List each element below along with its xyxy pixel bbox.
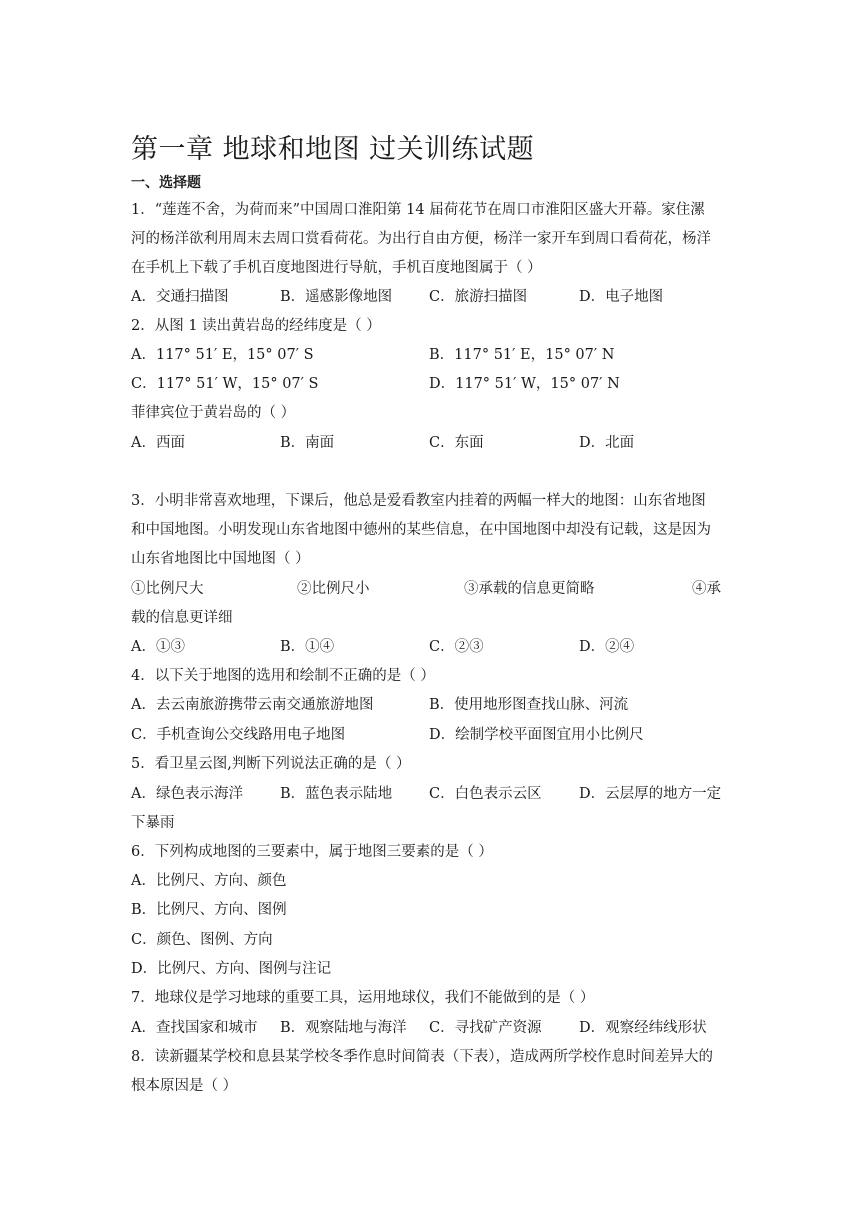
question-2-options-row-1 [131, 344, 731, 366]
option-c[interactable]: C．白色表示云区 [429, 786, 542, 802]
option-b[interactable]: B．117° 51′ E，15° 07′ N [429, 347, 615, 363]
option-a[interactable]: A．查找国家和城市 [131, 1020, 258, 1036]
option-b[interactable]: B．使用地形图查找山脉、河流 [429, 697, 629, 713]
option-c[interactable]: C．东面 [429, 435, 484, 451]
question-1-line-1: 1．“莲莲不舍，为荷而来”中国周口淮阳第 14 届荷花节在周口市淮阳区盛大开幕。家住漯 [131, 202, 705, 218]
question-8-line-2: 根本原因是（ ） [131, 1078, 238, 1094]
question-3-line-3: 山东省地图比中国地图（ ） [131, 551, 310, 567]
option-a[interactable]: A．①③ [131, 639, 185, 655]
choice-4: ④承 [692, 581, 721, 597]
option-c[interactable]: C．②③ [429, 639, 484, 655]
question-5-options [131, 783, 731, 805]
question-1-line-3: 在手机上下载了手机百度地图进行导航，手机百度地图属于（ ） [131, 260, 542, 276]
question-7-options [131, 1017, 731, 1039]
option-c[interactable]: C．手机查询公交线路用电子地图 [131, 727, 346, 743]
question-2-sub-options [131, 432, 731, 454]
option-a[interactable]: A．去云南旅游携带云南交通旅游地图 [131, 697, 374, 713]
question-3-options [131, 636, 731, 658]
question-2-options-row-2 [131, 373, 731, 395]
question-2-stem: 2．从图 1 读出黄岩岛的经纬度是（ ） [131, 318, 381, 334]
choice-1: ①比例尺大 [131, 581, 204, 597]
question-4-stem: 4．以下关于地图的选用和绘制不正确的是（ ） [131, 668, 435, 684]
question-5-stem: 5．看卫星云图,判断下列说法正确的是（ ） [131, 756, 411, 772]
option-d[interactable]: D．云层厚的地方一定 [579, 786, 722, 802]
option-a[interactable]: A．比例尺、方向、颜色 [131, 873, 287, 889]
choice-2: ②比例尺小 [297, 581, 370, 597]
option-c[interactable]: C．寻找矿产资源 [429, 1020, 542, 1036]
question-1-line-2: 河的杨洋欲利用周末去周口赏看荷花。为出行自由方便，杨洋一家开车到周口看荷花，杨洋 [131, 231, 711, 247]
question-3-choices-cont: 载的信息更详细 [131, 610, 233, 626]
option-c[interactable]: C．颜色、图例、方向 [131, 932, 273, 948]
option-d[interactable]: D．电子地图 [579, 289, 664, 305]
option-d[interactable]: D．北面 [579, 435, 635, 451]
option-b[interactable]: B．蓝色表示陆地 [280, 786, 393, 802]
option-a[interactable]: A．交通扫描图 [131, 289, 229, 305]
question-7-stem: 7．地球仪是学习地球的重要工具，运用地球仪，我们不能做到的是（ ） [131, 990, 595, 1006]
option-b[interactable]: B．比例尺、方向、图例 [131, 902, 287, 918]
section-heading: 一、选择题 [131, 175, 201, 191]
option-a[interactable]: A．西面 [131, 435, 185, 451]
option-a[interactable]: A．117° 51′ E，15° 07′ S [131, 347, 314, 363]
question-6-stem: 6．下列构成地图的三要素中，属于地图三要素的是（ ） [131, 844, 493, 860]
option-c[interactable]: C．旅游扫描图 [429, 289, 528, 305]
question-4-options-row-2 [131, 724, 731, 746]
question-8-line-1: 8．读新疆某学校和息县某学校冬季作息时间简表（下表），造成两所学校作息时间差异大的 [131, 1049, 713, 1065]
question-3-choices [131, 578, 731, 600]
option-c[interactable]: C．117° 51′ W，15° 07′ S [131, 376, 319, 392]
question-3-line-2: 和中国地图。小明发现山东省地图中德州的某些信息，在中国地图中却没有记载，这是因为 [131, 522, 711, 538]
question-1-options [131, 286, 731, 308]
option-b[interactable]: B．遥感影像地图 [280, 289, 393, 305]
option-d[interactable]: D．117° 51′ W，15° 07′ N [429, 376, 620, 392]
option-b[interactable]: B．①④ [280, 639, 335, 655]
question-3-line-1: 3．小明非常喜欢地理，下课后，他总是爱看教室内挂着的两幅一样大的地图：山东省地图 [131, 493, 706, 509]
option-d[interactable]: D．绘制学校平面图宜用小比例尺 [429, 727, 644, 743]
page-title: 第一章 地球和地图 过关训练试题 [131, 134, 535, 165]
option-a[interactable]: A．绿色表示海洋 [131, 786, 243, 802]
question-5-option-d-cont: 下暴雨 [131, 815, 175, 831]
option-b[interactable]: B．观察陆地与海洋 [280, 1020, 407, 1036]
option-d[interactable]: D．比例尺、方向、图例与注记 [131, 961, 332, 977]
question-2-sub-stem: 菲律宾位于黄岩岛的（ ） [131, 405, 296, 421]
option-d[interactable]: D．观察经纬线形状 [579, 1020, 707, 1036]
option-d[interactable]: D．②④ [579, 639, 635, 655]
choice-3: ③承载的信息更简略 [464, 581, 595, 597]
option-b[interactable]: B．南面 [280, 435, 335, 451]
question-4-options-row-1 [131, 694, 731, 716]
